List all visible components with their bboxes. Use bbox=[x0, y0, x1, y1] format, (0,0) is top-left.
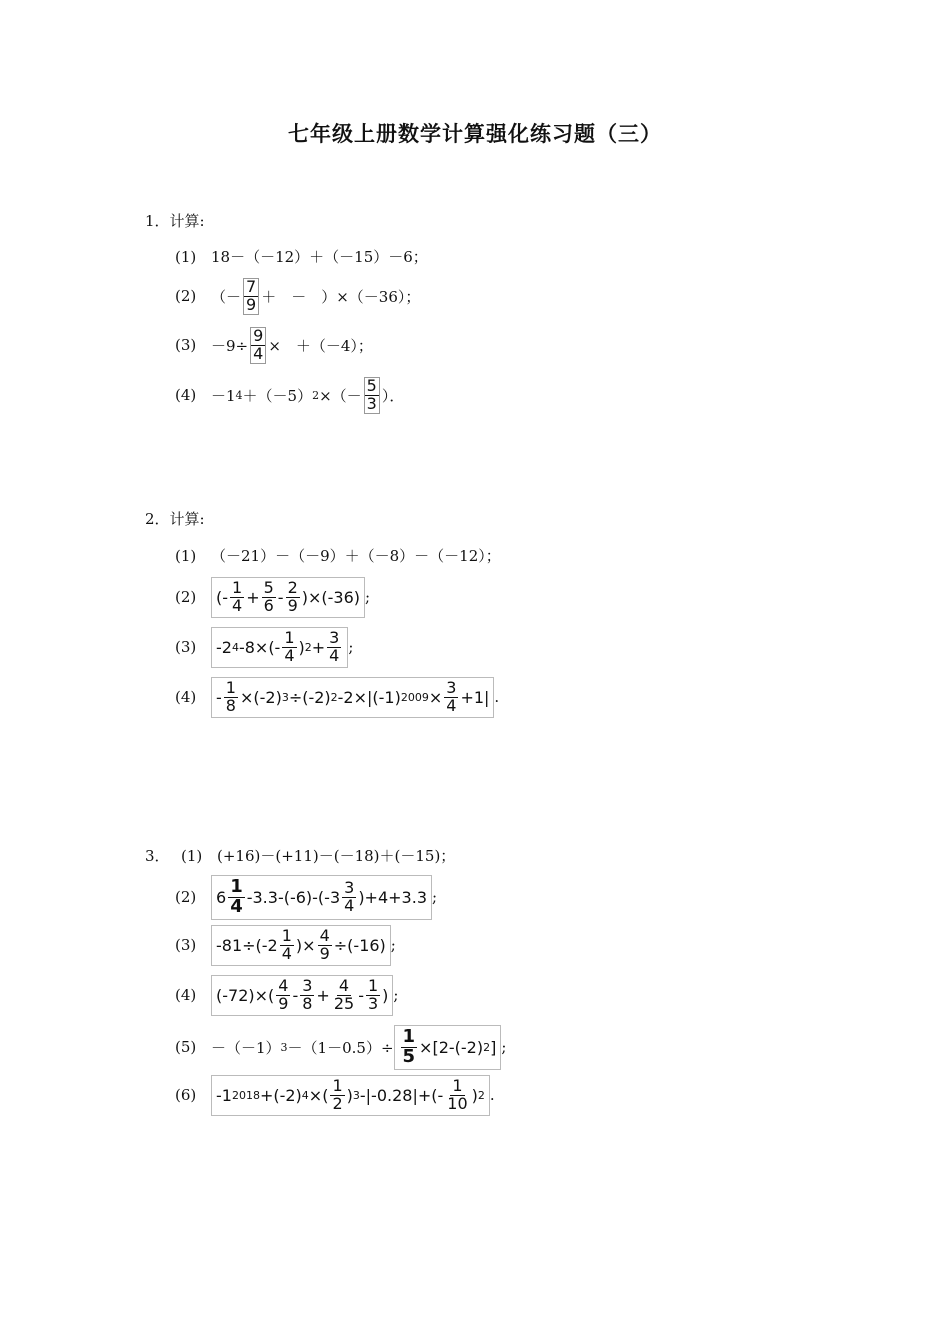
expr-text: - bbox=[277, 587, 284, 607]
expr-text: ÷(-2) bbox=[288, 687, 331, 707]
expr-text: ) bbox=[298, 637, 305, 657]
expression-image bbox=[211, 627, 348, 668]
q3-heading: 3． bbox=[145, 847, 170, 865]
fraction bbox=[364, 377, 380, 414]
denominator: 4 bbox=[446, 695, 457, 715]
item-number: (2) bbox=[175, 588, 197, 607]
q2-item-1 bbox=[175, 545, 501, 566]
item-number: (4) bbox=[175, 688, 197, 707]
numerator: 1 bbox=[332, 1076, 343, 1095]
expr-text: + bbox=[311, 637, 326, 657]
expr-text: -1 bbox=[216, 1085, 232, 1105]
exponent: 2 bbox=[312, 388, 320, 402]
expr-text: (-72)×( bbox=[216, 985, 275, 1005]
exponent: 2009 bbox=[400, 690, 429, 704]
fraction bbox=[224, 680, 238, 715]
item-number: (3) bbox=[175, 936, 197, 955]
fraction bbox=[262, 580, 276, 615]
expr-text: - bbox=[358, 985, 364, 1005]
denominator: 4 bbox=[329, 645, 340, 665]
expression: （－21）－（－9）＋（－8）－（－12）； bbox=[211, 547, 501, 565]
denominator: 6 bbox=[263, 595, 274, 615]
terminator: . bbox=[489, 1086, 495, 1105]
numerator: 3 bbox=[344, 878, 355, 898]
numerator: 1 bbox=[281, 926, 292, 945]
item-number: (1) bbox=[175, 546, 197, 565]
expr-text: (- bbox=[216, 587, 229, 607]
expression: 18－（－12）＋（－15）－6； bbox=[211, 248, 428, 266]
q3-item-1 bbox=[181, 845, 455, 866]
numerator: 1 bbox=[367, 976, 379, 995]
expr-text: + bbox=[316, 985, 330, 1005]
item-number: (3) bbox=[175, 638, 197, 657]
item-number: (1) bbox=[181, 846, 203, 865]
numerator: 1 bbox=[284, 628, 295, 647]
fraction bbox=[327, 630, 341, 665]
expr-text: × bbox=[428, 687, 443, 707]
q3-item-5 bbox=[175, 1025, 506, 1070]
expr-text: ÷(-16) bbox=[333, 935, 386, 955]
exponent: 3 bbox=[352, 1088, 360, 1102]
q3-item-2 bbox=[175, 875, 437, 920]
expr-text: －（－1） bbox=[211, 1038, 281, 1057]
denominator: 4 bbox=[253, 343, 264, 363]
q3-item-4 bbox=[175, 975, 398, 1016]
item-number: (2) bbox=[175, 287, 197, 306]
expr-text: ×( bbox=[308, 1085, 329, 1105]
terminator: ; bbox=[365, 588, 371, 607]
item-number: (5) bbox=[175, 1038, 197, 1057]
denominator: 2 bbox=[332, 1093, 343, 1113]
fraction bbox=[282, 630, 296, 665]
exponent: 2 bbox=[330, 690, 338, 704]
fraction bbox=[330, 1078, 344, 1113]
denominator: 4 bbox=[344, 895, 355, 915]
item-number: (6) bbox=[175, 1086, 197, 1105]
page-title: 七年级上册数学计算强化练习题（三） bbox=[288, 121, 662, 146]
numerator: 4 bbox=[338, 976, 350, 995]
denominator: 8 bbox=[302, 993, 313, 1013]
exponent: 4 bbox=[235, 388, 243, 402]
denominator: 10 bbox=[447, 1093, 468, 1113]
expr-text: －1 bbox=[211, 386, 236, 405]
numerator: 1 bbox=[402, 1026, 416, 1047]
expr-text: -81÷(-2 bbox=[216, 935, 278, 955]
numerator: 3 bbox=[302, 976, 313, 995]
q3-item-6 bbox=[175, 1075, 495, 1116]
numerator: 5 bbox=[263, 578, 274, 597]
expr-text: )+4+3.3 bbox=[358, 887, 427, 907]
expr-text: +1| bbox=[460, 687, 490, 707]
fraction bbox=[243, 278, 259, 315]
terminator: ; bbox=[432, 888, 438, 907]
expression bbox=[211, 377, 404, 414]
numerator: 2 bbox=[287, 578, 298, 597]
q2-item-4 bbox=[175, 677, 499, 718]
expr-text: +(-2) bbox=[259, 1085, 302, 1105]
q1-item-2 bbox=[175, 278, 420, 315]
expr-text: - bbox=[216, 687, 222, 707]
denominator: 4 bbox=[284, 645, 295, 665]
expr-text: ×(-2) bbox=[239, 687, 282, 707]
denominator: 9 bbox=[319, 943, 330, 963]
q1-item-4 bbox=[175, 377, 404, 414]
expression bbox=[211, 1037, 394, 1058]
expr-text: -2 bbox=[216, 637, 232, 657]
q2-item-2 bbox=[175, 577, 370, 618]
fraction bbox=[300, 978, 314, 1013]
fraction bbox=[366, 978, 380, 1013]
expr-text: ) bbox=[382, 985, 389, 1005]
expression-image bbox=[211, 677, 494, 718]
q2-item-3 bbox=[175, 627, 353, 668]
exponent: 2018 bbox=[231, 1088, 260, 1102]
expr-text: - bbox=[292, 985, 299, 1005]
fraction bbox=[342, 880, 356, 915]
exponent: 2 bbox=[483, 1040, 491, 1054]
q1-heading: 1．计算: bbox=[145, 212, 205, 230]
denominator: 9 bbox=[278, 993, 289, 1013]
denominator: 5 bbox=[402, 1045, 416, 1067]
terminator: . bbox=[494, 688, 500, 707]
numerator: 1 bbox=[232, 578, 243, 597]
expr-text: -|-0.28|+(- bbox=[359, 1085, 444, 1105]
fraction bbox=[332, 978, 356, 1013]
numerator: 4 bbox=[319, 926, 330, 945]
fraction bbox=[444, 680, 458, 715]
item-number: (3) bbox=[175, 336, 197, 355]
denominator: 4 bbox=[230, 895, 243, 917]
numerator: 1 bbox=[230, 876, 243, 897]
expression bbox=[211, 327, 373, 364]
expr-text: （－ bbox=[211, 287, 242, 306]
fraction bbox=[445, 1078, 469, 1113]
expr-text: -3.3-(-6)-(-3 bbox=[246, 887, 341, 907]
item-number: (1) bbox=[175, 247, 197, 266]
expr-text: ] bbox=[490, 1037, 497, 1057]
numerator: 7 bbox=[246, 277, 257, 296]
expression-image bbox=[211, 975, 393, 1016]
expr-text: ) bbox=[346, 1085, 353, 1105]
denominator: 8 bbox=[225, 695, 236, 715]
expression: (+16)－(+11)－(－18)＋(－15)； bbox=[217, 847, 456, 865]
exponent: 4 bbox=[301, 1088, 309, 1102]
denominator: 4 bbox=[232, 595, 243, 615]
numerator: 3 bbox=[329, 628, 340, 647]
expr-text: -8×(- bbox=[238, 637, 281, 657]
exponent: 3 bbox=[280, 1040, 288, 1054]
expr-text: ×[2-(-2) bbox=[419, 1037, 484, 1057]
expr-text: －9÷ bbox=[211, 336, 249, 355]
expr-text: ＋ － ）×（－36）； bbox=[261, 287, 421, 306]
fraction bbox=[276, 978, 290, 1013]
expr-text: ）． bbox=[381, 386, 405, 405]
expr-text: + bbox=[246, 587, 260, 607]
expression bbox=[211, 278, 420, 315]
denominator: 9 bbox=[246, 294, 257, 314]
expr-text: 6 bbox=[216, 887, 227, 907]
expression-image bbox=[211, 577, 365, 618]
denominator: 3 bbox=[367, 993, 379, 1013]
expression-image bbox=[211, 875, 432, 920]
fraction bbox=[250, 327, 266, 364]
item-number: (4) bbox=[175, 386, 197, 405]
expr-text: )×(-36) bbox=[301, 587, 361, 607]
fraction bbox=[228, 878, 245, 917]
expr-text: －（1－0.5）÷ bbox=[287, 1038, 394, 1057]
expression-image bbox=[211, 1075, 490, 1116]
expr-text: ×（－ bbox=[319, 386, 362, 405]
denominator: 9 bbox=[287, 595, 298, 615]
fraction bbox=[318, 928, 332, 963]
expr-text: ＋（－5） bbox=[242, 386, 313, 405]
expr-text: × ＋（－4）； bbox=[268, 336, 373, 355]
fraction bbox=[401, 1028, 418, 1067]
q2-heading: 2．计算: bbox=[145, 510, 205, 528]
denominator: 4 bbox=[281, 943, 292, 963]
expr-text: -2×|(-1) bbox=[337, 687, 401, 707]
fraction bbox=[280, 928, 294, 963]
item-number: (4) bbox=[175, 986, 197, 1005]
expr-text: )× bbox=[295, 935, 316, 955]
item-number: (2) bbox=[175, 888, 197, 907]
expr-text: ) bbox=[471, 1085, 478, 1105]
exponent: 4 bbox=[231, 640, 239, 654]
numerator: 1 bbox=[452, 1076, 463, 1095]
numerator: 1 bbox=[225, 678, 236, 697]
exponent: 2 bbox=[477, 1088, 485, 1102]
terminator: ; bbox=[393, 986, 399, 1005]
exponent: 2 bbox=[304, 640, 312, 654]
exponent: 3 bbox=[281, 690, 289, 704]
expression-image bbox=[394, 1025, 502, 1070]
terminator: ; bbox=[348, 638, 354, 657]
denominator: 3 bbox=[366, 393, 377, 413]
terminator: ; bbox=[501, 1038, 507, 1057]
denominator: 25 bbox=[333, 993, 355, 1013]
fraction bbox=[286, 580, 300, 615]
numerator: 9 bbox=[253, 326, 264, 345]
numerator: 3 bbox=[446, 678, 457, 697]
q1-item-1 bbox=[175, 246, 428, 267]
numerator: 5 bbox=[366, 376, 377, 395]
terminator: ; bbox=[390, 936, 396, 955]
fraction bbox=[230, 580, 244, 615]
expression-image bbox=[211, 925, 391, 966]
q1-item-3 bbox=[175, 327, 373, 364]
q3-item-3 bbox=[175, 925, 396, 966]
numerator: 4 bbox=[278, 976, 289, 995]
